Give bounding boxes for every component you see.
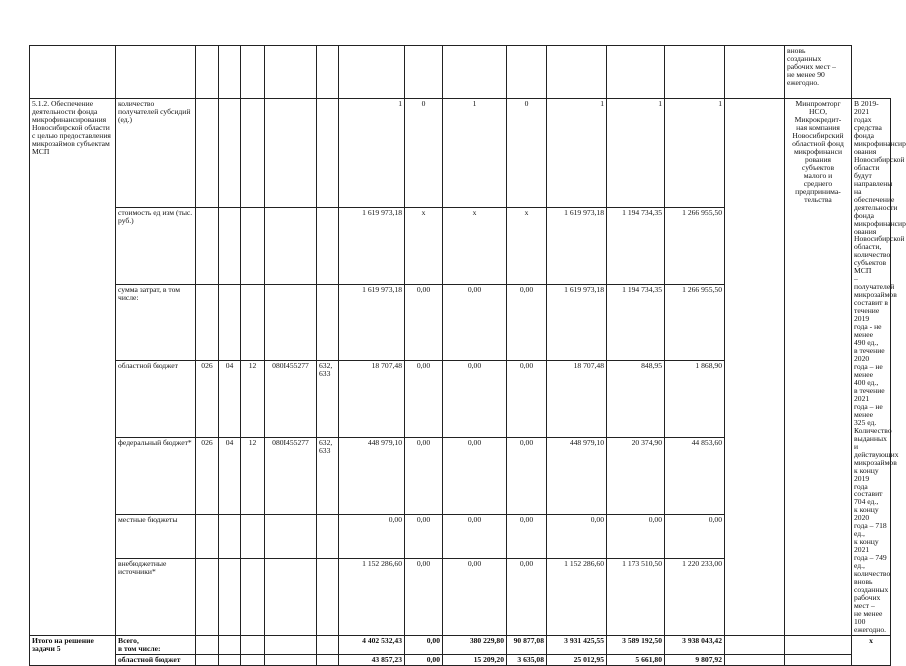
value-cell: 1 619 973,18 [339, 207, 405, 284]
value-cell: 0,00 [507, 284, 547, 361]
value-cell: 0,00 [405, 284, 443, 361]
value-cell [241, 207, 265, 284]
row-label: федеральный бюджет* [116, 438, 196, 515]
value-cell: 0,00 [607, 514, 665, 558]
value-cell: 90 877,08 [507, 635, 547, 654]
value-cell: 18 707,48 [547, 361, 607, 438]
value-cell: 3 938 043,42 [665, 635, 725, 654]
value-cell: 43 857,23 [339, 654, 405, 665]
value-cell: 1 [443, 99, 507, 208]
value-cell: 0,00 [405, 514, 443, 558]
value-cell [265, 559, 317, 636]
value-cell: 0,00 [405, 438, 443, 515]
value-cell [219, 284, 241, 361]
task-name: 5.1.2. Обеспечение деятельности фонда микрофинансирования Новосибирской области с целью предоставления микрозаймов субъектам МСП [30, 99, 116, 636]
value-cell: 5 661,80 [607, 654, 665, 665]
value-cell [196, 559, 219, 636]
value-cell: 448 979,10 [547, 438, 607, 515]
value-cell: 0,00 [339, 514, 405, 558]
value-cell: 0,00 [507, 559, 547, 636]
value-cell [196, 514, 219, 558]
value-cell: 0,00 [443, 361, 507, 438]
value-cell [317, 207, 339, 284]
value-cell: x [507, 207, 547, 284]
value-cell: 0,00 [443, 559, 507, 636]
empty-cell [241, 635, 265, 654]
empty-cell [785, 654, 852, 665]
value-cell: 1 266 955,50 [665, 207, 725, 284]
empty-cell [196, 635, 219, 654]
value-cell: 20 374,90 [607, 438, 665, 515]
value-cell [219, 207, 241, 284]
value-cell: 1 [339, 99, 405, 208]
value-cell: 0,00 [507, 438, 547, 515]
empty-cell [725, 635, 785, 654]
empty-cell [725, 654, 785, 665]
row-label: Всего, в том числе: [116, 635, 196, 654]
empty-cell [219, 635, 241, 654]
value-cell: 632, 633 [317, 361, 339, 438]
value-cell: 0,00 [405, 654, 443, 665]
value-cell: 380 229,80 [443, 635, 507, 654]
value-cell: 0,00 [405, 361, 443, 438]
empty-cell [785, 635, 852, 654]
empty-cell [241, 654, 265, 665]
value-cell [241, 99, 265, 208]
executor-cell: Минпромторг НСО, Микрокредит- ная компания Новосибирский областной фонд микрофинанси рования субъектов малого и среднего предпринима- тельства [785, 99, 852, 636]
value-cell: 1 [607, 99, 665, 208]
value-cell [317, 284, 339, 361]
row-label: количество получателей субсидий (ед.) [116, 99, 196, 208]
result-cell: В 2019-2021 годах средства фонда микрофинансир ования Новосибирской области будут направлены на обеспечение деятельности фонда микрофинансир ования Новосибирской области, количество субъектов МСП – получателей микрозаймов составит в течение 2019 года - не менее 490 ед., в течение 2020 года – не менее 400 ед., в течение 2021 года – не менее 325 ед. Количество выданных и действующих микрозаймов к концу 2019 года составит 704 ед., к концу 2020 года – 718 ед., к концу 2021 года – 749 ед., количество вновь созданных рабочих мест – не менее 100 ежегодно. [852, 99, 891, 636]
empty-cell [725, 99, 785, 636]
value-cell: 4 402 532,43 [339, 635, 405, 654]
summary-result: x [852, 635, 891, 665]
value-cell: 0,00 [405, 559, 443, 636]
value-cell [265, 99, 317, 208]
value-cell: 1 152 286,60 [547, 559, 607, 636]
value-cell [241, 514, 265, 558]
empty-cell [265, 46, 317, 99]
value-cell: 04 [219, 438, 241, 515]
empty-cell [219, 654, 241, 665]
value-cell [196, 99, 219, 208]
value-cell: 1 173 510,50 [607, 559, 665, 636]
value-cell: 1 220 233,00 [665, 559, 725, 636]
value-cell [196, 284, 219, 361]
value-cell: 0,00 [443, 514, 507, 558]
empty-cell [547, 46, 607, 99]
value-cell: 25 012,95 [547, 654, 607, 665]
value-cell: 080I455277 [265, 438, 317, 515]
value-cell [219, 514, 241, 558]
value-cell [219, 99, 241, 208]
value-cell: 04 [219, 361, 241, 438]
empty-cell [265, 635, 317, 654]
value-cell: 0,00 [507, 514, 547, 558]
row-label: областной бюджет [116, 361, 196, 438]
value-cell [219, 559, 241, 636]
value-cell: 848,95 [607, 361, 665, 438]
empty-cell [116, 46, 196, 99]
value-cell [317, 514, 339, 558]
row-label: внебюджетные источники* [116, 559, 196, 636]
empty-cell [219, 46, 241, 99]
value-cell [196, 207, 219, 284]
value-cell: 1 [547, 99, 607, 208]
value-cell: 1 619 973,18 [547, 207, 607, 284]
empty-cell [507, 46, 547, 99]
empty-cell [196, 46, 219, 99]
empty-cell [241, 46, 265, 99]
value-cell [265, 284, 317, 361]
value-cell [241, 284, 265, 361]
empty-cell [317, 635, 339, 654]
value-cell [265, 514, 317, 558]
empty-cell [30, 46, 116, 99]
value-cell [265, 207, 317, 284]
empty-cell [405, 46, 443, 99]
value-cell: 1 194 734,35 [607, 284, 665, 361]
empty-cell [665, 46, 725, 99]
value-cell: 12 [241, 438, 265, 515]
summary-name: Итого на решение задачи 5 [30, 635, 116, 665]
value-cell: 12 [241, 361, 265, 438]
row-label: сумма затрат, в том числе: [116, 284, 196, 361]
value-cell: 080I455277 [265, 361, 317, 438]
summary-row [30, 635, 891, 654]
value-cell: 1 152 286,60 [339, 559, 405, 636]
value-cell: 3 589 192,50 [607, 635, 665, 654]
summary-row [30, 654, 891, 665]
value-cell: 0,00 [443, 438, 507, 515]
row-label: стоимость ед изм (тыс. руб.) [116, 207, 196, 284]
value-cell: 026 [196, 361, 219, 438]
empty-cell [265, 654, 317, 665]
value-cell: 0 [507, 99, 547, 208]
value-cell: 0,00 [443, 284, 507, 361]
result-cell: вновь созданных рабочих мест – не менее 90 ежегодно. [785, 46, 852, 99]
empty-cell [725, 46, 785, 99]
value-cell: 18 707,48 [339, 361, 405, 438]
value-cell: 15 209,20 [443, 654, 507, 665]
value-cell: x [405, 207, 443, 284]
value-cell: 44 853,60 [665, 438, 725, 515]
value-cell: 0,00 [405, 635, 443, 654]
value-cell [317, 99, 339, 208]
value-cell: 1 619 973,18 [339, 284, 405, 361]
value-cell: 1 619 973,18 [547, 284, 607, 361]
value-cell: 1 868,90 [665, 361, 725, 438]
value-cell: 632, 633 [317, 438, 339, 515]
value-cell: 3 635,08 [507, 654, 547, 665]
value-cell [317, 559, 339, 636]
row-label: областной бюджет [116, 654, 196, 665]
empty-cell [317, 46, 339, 99]
value-cell: 448 979,10 [339, 438, 405, 515]
empty-cell [607, 46, 665, 99]
empty-cell [196, 654, 219, 665]
empty-cell [317, 654, 339, 665]
value-cell: 026 [196, 438, 219, 515]
value-cell: x [443, 207, 507, 284]
empty-cell [339, 46, 405, 99]
value-cell: 0,00 [665, 514, 725, 558]
program-table [29, 45, 906, 666]
value-cell [241, 559, 265, 636]
value-cell: 0 [405, 99, 443, 208]
value-cell: 1 [665, 99, 725, 208]
value-cell: 1 266 955,50 [665, 284, 725, 361]
value-cell: 3 931 425,55 [547, 635, 607, 654]
value-cell: 1 194 734,35 [607, 207, 665, 284]
table-row [30, 99, 891, 208]
value-cell: 9 807,92 [665, 654, 725, 665]
value-cell: 0,00 [507, 361, 547, 438]
row-label: местные бюджеты [116, 514, 196, 558]
table-row [30, 46, 891, 99]
value-cell: 0,00 [547, 514, 607, 558]
empty-cell [443, 46, 507, 99]
